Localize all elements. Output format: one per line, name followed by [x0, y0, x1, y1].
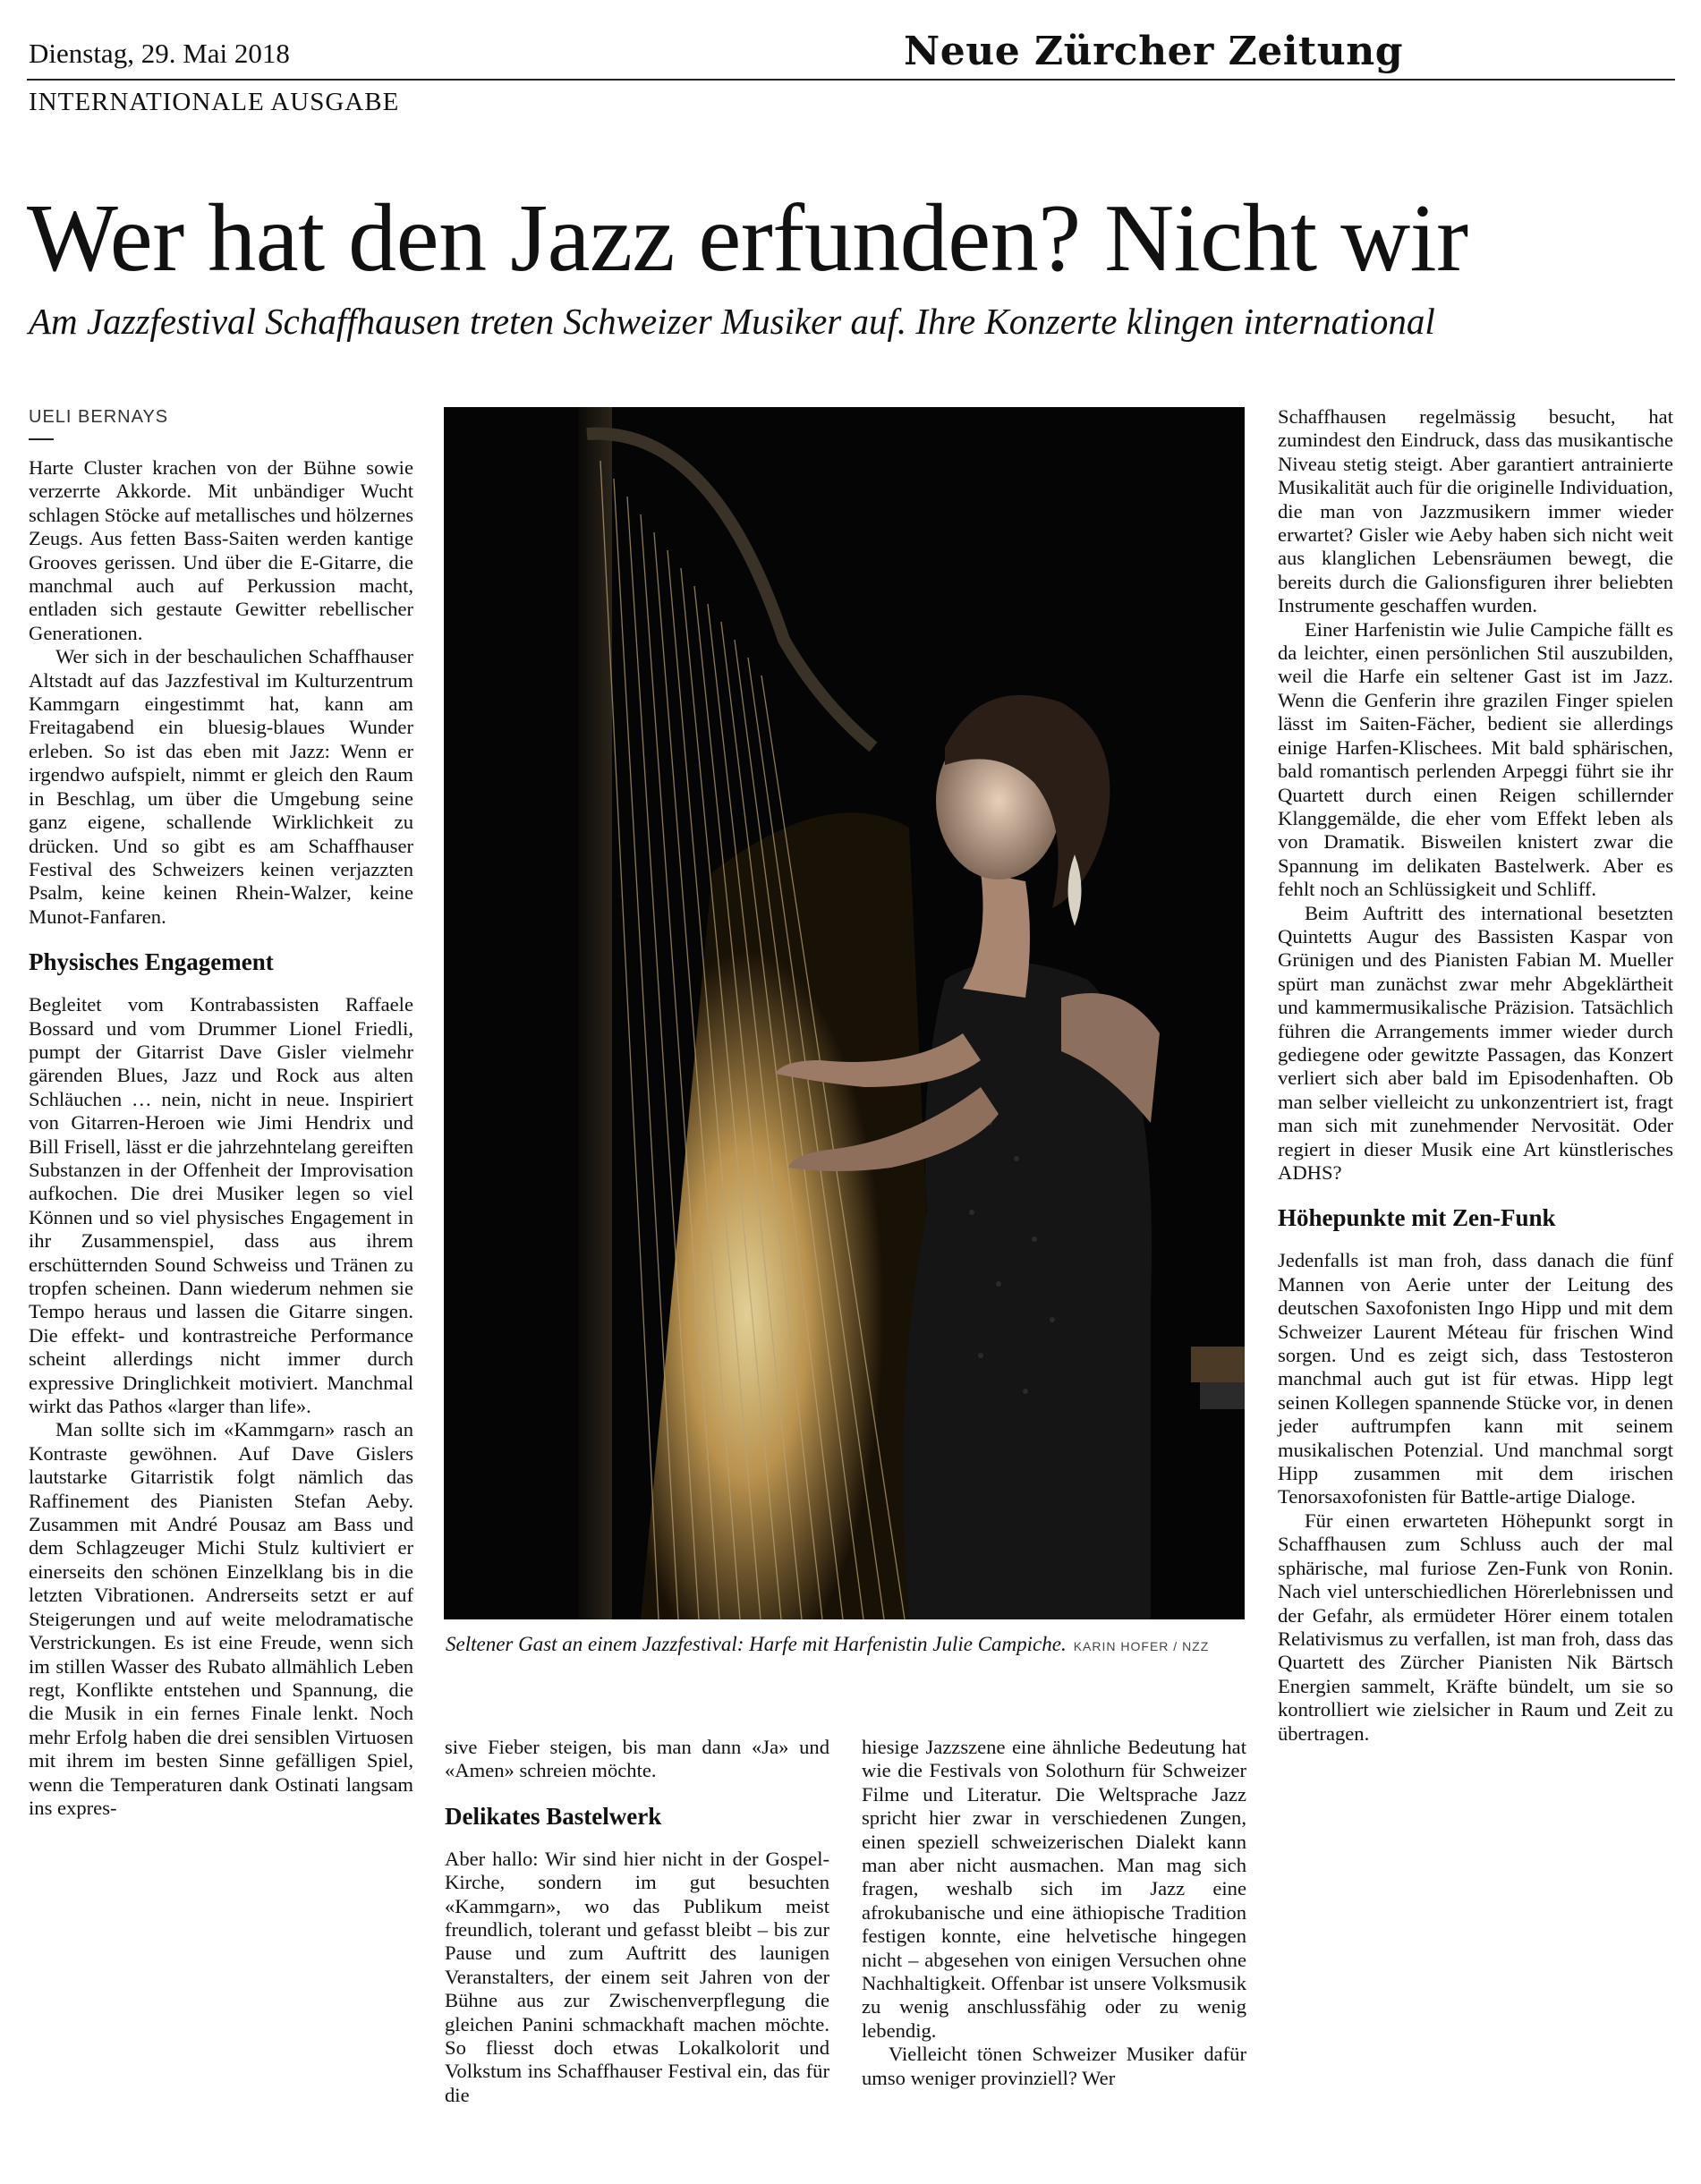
- paragraph: Für einen erwarteten Höhepunkt sorgt in Schaffhausen zum Schluss auch der mal sphärische, mal furiose Zen-Funk von Ronin. Nach viel unterschiedlichen Hörerlebnissen und der Gefahr, als ermüdeter Hörer einem totalen Relativismus zu verfallen, ist man froh, dass das Quartett des Zürcher Pianisten Nik Bärtsch Energien sammelt, Kräfte bündelt, um sie so kontrolliert wie zielsicher in Raum und Zeit zu übertragen.: [1278, 1508, 1673, 1745]
- paragraph: Aber hallo: Wir sind hier nicht in der Gospel-Kirche, sondern im gut besuchten «Kammgarn», wo das Publikum meist freundlich, tolerant und gefasst bleibt – bis zur Pause und zum Auftritt des launigen Veranstalters, der einem seit Jahren von der Bühne aus zur Zwischenverpflegung die gleichen Panini schmackhaft machen möchte. So fliesst doch etwas Lokalkolorit und Volkstum ins Schaffhauser Festival ein, das für die: [445, 1847, 829, 2106]
- harpist-photo-illustration: [444, 407, 1245, 1619]
- article-headline: Wer hat den Jazz erfunden? Nicht wir: [27, 185, 1468, 292]
- newspaper-masthead: Neue Zürcher Zeitung: [904, 29, 1403, 74]
- article-subtitle: Am Jazzfestival Schaffhausen treten Schweizer Musiker auf. Ihre Konzerte klingen international: [29, 301, 1435, 342]
- paragraph: Jedenfalls ist man froh, dass danach die fünf Mannen von Aerie unter der Leitung des deutschen Saxofonisten Ingo Hipp und mit dem Schweizer Laurent Méteau für frischen Wind sorgen. Und es zeigt sich, dass Testosteron manchmal auch gut ist für etwas. Hipp legt seinen Kollegen spannende Stücke vor, in denen jeder auftrumpfen kann mit seinem musikalischen Potenzial. Und manchmal sorgt Hipp zusammen mit dem irischen Tenorsaxofonisten für Battle-artige Dialoge.: [1278, 1249, 1673, 1508]
- paragraph: sive Fieber steigen, bis man dann «Ja» und «Amen» schreien möchte.: [445, 1736, 829, 1782]
- issue-date: Dienstag, 29. Mai 2018: [29, 38, 290, 69]
- subheading: Physisches Engagement: [29, 948, 274, 976]
- paragraph: Schaffhausen regelmässig besucht, hat zumindest den Eindruck, dass das musikantische Niveau stetig steigt. Aber garantiert antrainierte Musikalität auch für die originelle Individuation, die man von Jazzmusikern immer wieder erwartet? Gisler wie Aeby haben sich nicht weit aus klanglichen Lebensräumen bewegt, die bereits durch die Galionsfiguren ihrer beliebten Instrumente geschaffen wurden.: [1278, 405, 1673, 617]
- header-rule: [27, 79, 1675, 81]
- article-column-2: [445, 1736, 829, 2107]
- photo-credit: KARIN HOFER / NZZ: [1073, 1639, 1210, 1653]
- author-byline: UELI BERNAYS: [29, 407, 169, 427]
- caption-text: Seltener Gast an einem Jazzfestival: Harfe mit Harfenistin Julie Campiche.: [446, 1633, 1067, 1655]
- paragraph: Vielleicht tönen Schweizer Musiker dafür umso weniger provinziell? Wer: [862, 2043, 1246, 2089]
- article-photo: [444, 407, 1245, 1619]
- edition-label: INTERNATIONALE AUSGABE: [29, 88, 400, 116]
- subheading: Höhepunkte mit Zen-Funk: [1278, 1204, 1556, 1232]
- paragraph: Man sollte sich im «Kammgarn» rasch an Kontraste gewöhnen. Auf Dave Gislers lautstarke Gitarristik folgt nämlich das Raffinement des Pianisten Stefan Aeby. Zusammen mit André Pousaz am Bass und dem Schlagzeuger Michi Stulz kultiviert er einerseits den schönen Einzelklang bis in die letzten Vibrationen. Andrerseits setzt er auf Steigerungen und auf weite melodramatische Verstrickungen. Es ist eine Freude, wenn sich im stillen Wasser des Rubato allmählich Leben regt, Konflikte entstehen und Spannung, die die Musik in ein fernes Finale lenkt. Noch mehr Erfolg haben die drei sensiblen Virtuosen mit ihrem im besten Sinne gefälligen Spiel, wenn die Temperaturen dank Ostinati langsam ins expres-: [29, 1418, 413, 1819]
- article-column-3: [862, 1736, 1246, 2090]
- article-column-1: [29, 456, 413, 1820]
- subheading: Delikates Bastelwerk: [445, 1802, 662, 1830]
- paragraph: Einer Harfenistin wie Julie Campiche fällt es da leichter, einen persönlichen Stil auszubilden, weil die Harfe ein seltener Gast ist im Jazz. Wenn die Genferin ihre grazilen Finger spielen lässt im Saiten-Fächer, bedient sie allerdings einige Harfen-Klischees. Mit bald sphärischen, bald romantisch perlenden Arpeggi führt sie ihr Quartett durch einen Reigen schillernder Klanggemälde, die eher vom Effekt leben als von Dramatik. Bisweilen knistert zwar die Spannung im delikaten Bastelwerk. Aber es fehlt noch an Schlüssigkeit und Schliff.: [1278, 617, 1673, 901]
- article-column-4: [1278, 405, 1673, 1746]
- photo-caption: [446, 1633, 1209, 1656]
- paragraph: Beim Auftritt des international besetzten Quintetts Augur des Bassisten Kaspar von Grünigen und des Pianisten Fabian M. Mueller spürt man zunächst zwar mehr Abgeklärtheit und kammermusikalische Präzision. Tatsächlich führen die Arrangements immer wieder durch gediegene oder gewitzte Passagen, das Konzert verliert sich aber bald im Episodenhaften. Ob man selber vielleicht zu unkonzentriert ist, fragt man sich mit zunehmender Nervosität. Oder regiert in dieser Musik eine Art künstlerisches ADHS?: [1278, 901, 1673, 1184]
- byline-rule: [29, 438, 54, 440]
- paragraph: Wer sich in der beschaulichen Schaffhauser Altstadt auf das Jazzfestival im Kulturzentrum Kammgarn eingestimmt hat, kann am Freitagabend ein bluesig-blaues Wunder erleben. So ist das eben mit Jazz: Wenn er irgendwo aufspielt, nimmt er gleich den Raum in Beschlag, um über die Umgebung seine ganz eigene, schallende Wirklichkeit zu drücken. Und so gibt es am Schaffhauser Festival des Schweizers keinen verjazzten Psalm, keine keinen Rhein-Walzer, keine Munot-Fanfaren.: [29, 645, 413, 928]
- paragraph: Begleitet vom Kontrabassisten Raffaele Bossard und vom Drummer Lionel Friedli, pumpt der Gitarrist Dave Gisler vielmehr gärenden Blues, Jazz und Rock aus alten Schläuchen … nein, nicht in neue. Inspiriert von Gitarren-Heroen wie Jimi Hendrix und Bill Frisell, lässt er die jahrzehntelang gereiften Substanzen in der Offenheit der Improvisation aufkochen. Die drei Musiker legen so viel Können und so viel physisches Engagement in ihr Zusammenspiel, dass aus ihrem erschütternden Sound Schweiss und Tränen zu tropfen scheinen. Dann wiederum nehmen sie Tempo heraus und lassen die Gitarre singen. Die effekt- und kontrastreiche Performance scheint allerdings nicht immer durch expressive Dringlichkeit motiviert. Manchmal wirkt das Pathos «larger than life».: [29, 993, 413, 1418]
- paragraph: Harte Cluster krachen von der Bühne sowie verzerrte Akkorde. Mit unbändiger Wucht schlagen Stöcke auf metallisches und hölzernes Zeugs. Aus fetten Bass-Saiten werden kantige Grooves gerissen. Und über die E-Gitarre, die manchmal auch auf Perkussion macht, entladen sich gestaute Gewitter rebellischer Generationen.: [29, 456, 413, 644]
- paragraph: hiesige Jazzszene eine ähnliche Bedeutung hat wie die Festivals von Solothurn für Schweizer Filme und Literatur. Die Weltsprache Jazz spricht hier zwar in verschiedenen Zungen, einen speziell schweizerischen Dialekt kann man aber nicht ausmachen. Man mag sich fragen, weshalb sich im Jazz eine afrokubanische und eine äthiopische Tradition festigen konnte, eine helvetische hingegen nicht – abgesehen von einigen Versuchen ohne Nachhaltigkeit. Offenbar ist unsere Volksmusik zu wenig anschlussfähig oder zu wenig lebendig.: [862, 1736, 1246, 2042]
